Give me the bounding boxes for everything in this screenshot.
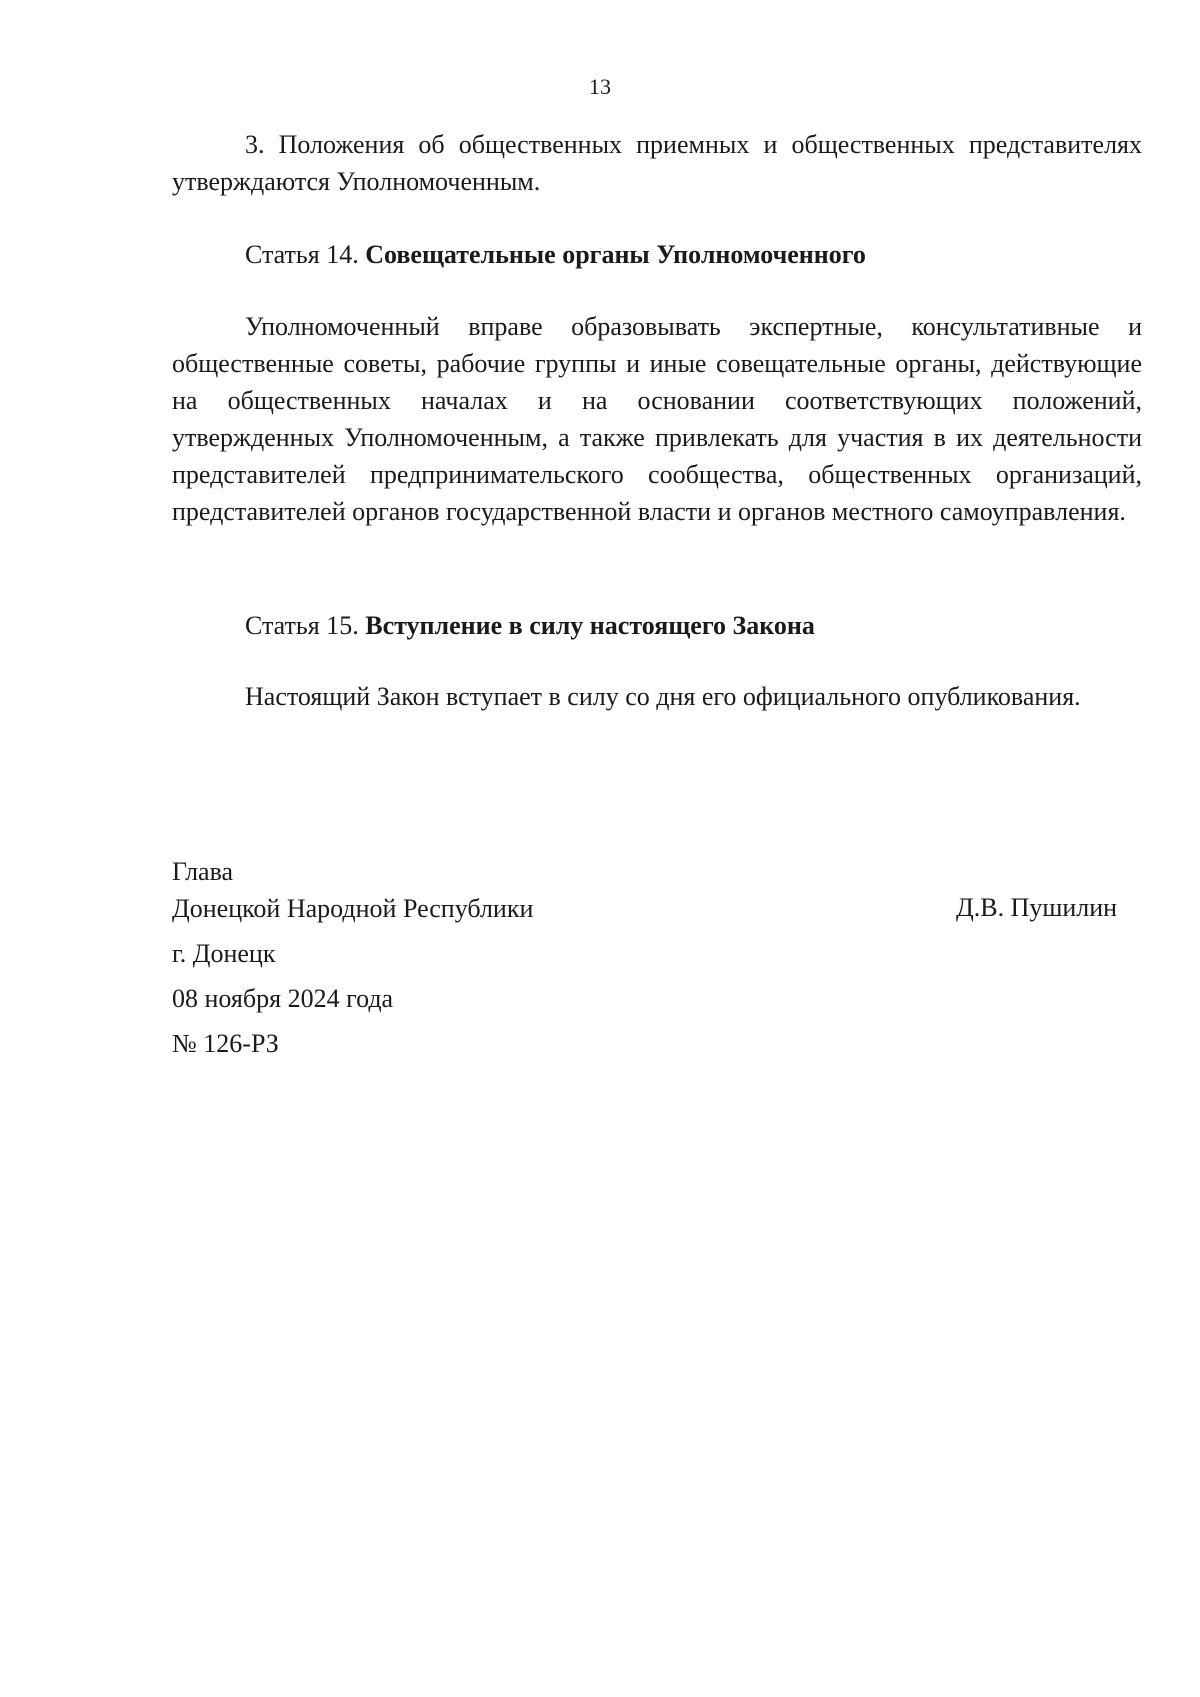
article-14-body: Уполномоченный вправе образовывать экспертные, консультативные и общественные советы, рабочие группы и иные совещательные органы, действующие на общественных началах и на основании соответствующих положений, утвержденных Уполномоченным, а также привлекать для участия в их деятельности представителей предпринимательского сообщества, общественных организаций, представителей органов государственной власти и органов местного самоуправления. (172, 312, 1142, 526)
article-14-heading (172, 236, 1142, 273)
signing-city: г. Донецк (172, 939, 276, 968)
signing-date: 08 ноября 2024 года (172, 984, 394, 1013)
article-14-title: Совещательные органы Уполномоченного (365, 240, 866, 269)
article-14-prefix: Статья 14. (245, 240, 359, 269)
article-15-body: Настоящий Закон вступает в силу со дня его официального опубликования. (245, 682, 1081, 711)
law-number: № 126-РЗ (172, 1029, 279, 1058)
signatory-position (172, 853, 533, 927)
article-15-title: Вступление в силу настоящего Закона (365, 611, 815, 640)
article-15-prefix: Статья 15. (245, 611, 359, 640)
signatory-position-line2: Донецкой Народной Республики (172, 894, 534, 923)
signatory-position-line1: Глава (172, 857, 234, 886)
section-3-paragraph: 3. Положения об общественных приемных и общественных представителях утверждаются Уполномоченным. (172, 130, 1142, 196)
signatory-name: Д.В. Пушилин (956, 893, 1118, 922)
article-15-heading (172, 607, 1142, 644)
page-number: 13 (589, 74, 611, 99)
